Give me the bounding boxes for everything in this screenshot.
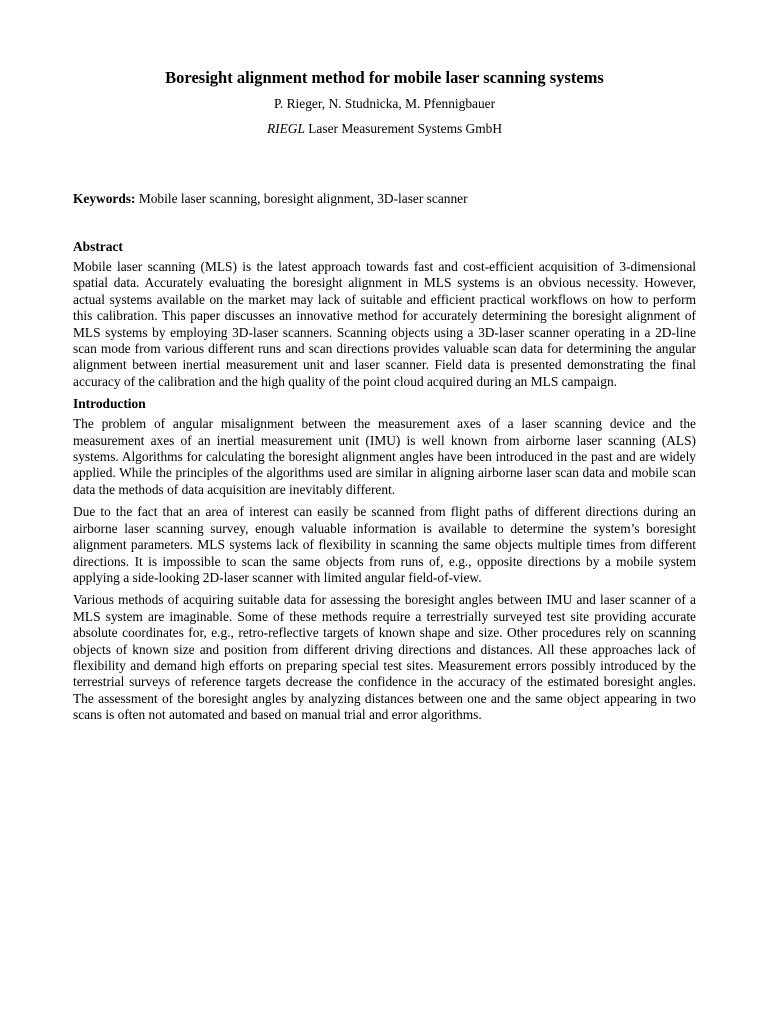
paper-authors: P. Rieger, N. Studnicka, M. Pfennigbauer xyxy=(273,96,496,111)
introduction-paragraph-2: Due to the fact that an area of interest can easily be scanned from flight paths of different directions during an airborne laser scanning survey, enough valuable information is available to determine the system’s boresight alignment parameters. MLS systems lack of flexibility in scanning the same objects multiple times from different directions. It is impossible to scan the same objects from runs of, e.g., opposite directions by a mobile system applying a side-looking 2D-laser scanner with limited angular field-of-view. xyxy=(73,504,696,585)
affiliation-company-italic: RIEGL xyxy=(266,121,305,136)
keywords-label: Keywords: xyxy=(73,191,136,206)
paper-title: Boresight alignment method for mobile laser scanning systems xyxy=(165,68,604,87)
abstract-heading: Abstract xyxy=(73,239,123,254)
introduction-heading: Introduction xyxy=(73,396,146,412)
keywords-line xyxy=(73,191,696,207)
affiliation-company-rest: Laser Measurement Systems GmbH xyxy=(304,121,503,136)
abstract-text: Mobile laser scanning (MLS) is the latest approach towards fast and cost-efficient acquisition of 3-dimensional spatial data. Accurately evaluating the boresight alignment in MLS systems is an obvious necessity. However, actual systems available on the market may lack of suitable and efficient practical workflows on how to perform this calibration. This paper discusses an innovative method for accurately determining the boresight alignment of MLS systems by employing 3D-laser scanners. Scanning objects using a 3D-laser scanner operating in a 2D-line scan mode from various different runs and scan directions provides valuable scan data for determining the angular alignment between inertial measurement unit and laser scanner. Field data is presented demonstrating the final accuracy of the calibration and the high quality of the point cloud acquired during an MLS campaign. xyxy=(73,259,696,389)
keywords-text: Mobile laser scanning, boresight alignment, 3D-laser scanner xyxy=(135,191,468,206)
paper-affiliation xyxy=(73,121,696,137)
introduction-paragraph-3: Various methods of acquiring suitable data for assessing the boresight angles between IMU and laser scanner of a MLS system are imaginable. Some of these methods require a terrestrially surveyed test site providing accurate absolute coordinates for, e.g., retro-reflective targets of known shape and size. Other procedures rely on scanning objects of known size and position from different driving directions and distances. All these approaches lack of flexibility and demand high efforts on preparing special test sites. Measurement errors possibly introduced by the terrestrial surveys of reference targets decrease the confidence in the accuracy of the estimated boresight angles. The assessment of the boresight angles by analyzing distances between one and the same object appearing in two scans is often not automated and based on manual trial and error algorithms. xyxy=(73,592,696,723)
introduction-paragraph-1: The problem of angular misalignment between the measurement axes of a laser scanning device and the measurement axes of an inertial measurement unit (IMU) is well known from airborne laser scanning (ALS) systems. Algorithms for calculating the boresight alignment angles have been introduced in the past and are widely applied. While the principles of the algorithms used are similar in aligning airborne laser scan data and mobile scan data the methods of data acquisition are inevitably different. xyxy=(73,416,696,497)
